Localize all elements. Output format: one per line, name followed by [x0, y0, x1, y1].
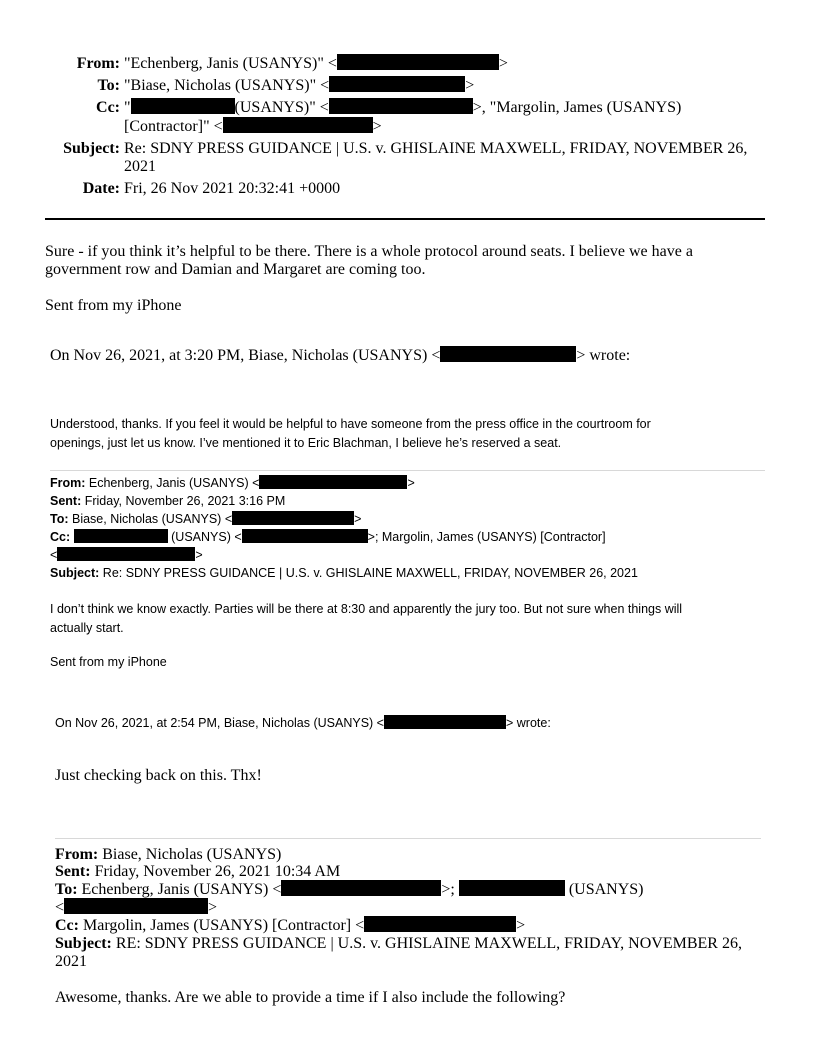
quote-attribution: On Nov 26, 2021, at 3:20 PM, Biase, Nicholas (USANYS) < > wrote: [50, 347, 631, 364]
quote2-attribution: On Nov 26, 2021, at 2:54 PM, Biase, Nicholas (USANYS) < > wrote: [55, 716, 551, 730]
to-label: To: [97, 77, 120, 94]
from-value: "Echenberg, Janis (USANYS)" < > [124, 55, 508, 72]
quote-line: Understood, thanks. If you feel it would be helpful to have someone from the press office in the courtroom for [50, 417, 651, 431]
msg3-from: From: Biase, Nicholas (USANYS) [55, 846, 282, 863]
msg2-signature: Sent from my iPhone [50, 655, 167, 669]
msg2-cc-cont: < > [50, 548, 203, 562]
signature: Sent from my iPhone [45, 297, 182, 314]
cc-value-cont: [Contractor]" < > [124, 118, 382, 135]
redaction-box [232, 511, 354, 525]
msg2-subject: Subject: Re: SDNY PRESS GUIDANCE | U.S. v. GHISLAINE MAXWELL, FRIDAY, NOVEMBER 26, 2021 [50, 566, 638, 580]
from-label: From: [76, 55, 120, 72]
redaction-box [459, 880, 565, 896]
redaction-box [440, 346, 576, 362]
msg3-body: Awesome, thanks. Are we able to provide a time if I also include the following? [55, 989, 566, 1006]
header-divider [45, 218, 765, 220]
msg3-cc: Cc: Margolin, James (USANYS) [Contractor] < > [55, 917, 526, 934]
cc-label: Cc: [96, 99, 120, 116]
msg2-from: From: Echenberg, Janis (USANYS) < > [50, 476, 415, 490]
redaction-box [223, 117, 373, 133]
redaction-box [57, 547, 195, 561]
redaction-box [131, 98, 235, 114]
redaction-box [337, 54, 499, 70]
redaction-box [329, 76, 465, 92]
msg2-sent: Sent: Friday, November 26, 2021 3:16 PM [50, 494, 286, 508]
redaction-box [364, 916, 516, 932]
msg3-subject: Subject: RE: SDNY PRESS GUIDANCE | U.S. v. GHISLAINE MAXWELL, FRIDAY, NOVEMBER 26, [55, 935, 742, 952]
msg2-body-line: actually start. [50, 621, 124, 635]
msg2-body-line: I don’t think we know exactly. Parties will be there at 8:30 and apparently the jury too. But not sure when things will [50, 602, 683, 616]
msg3-sent: Sent: Friday, November 26, 2021 10:34 AM [55, 863, 341, 880]
subject-value-cont: 2021 [124, 158, 156, 175]
message-divider [50, 470, 765, 471]
body-line: Sure - if you think it’s helpful to be there. There is a whole protocol around seats. I believe we have a [45, 243, 693, 260]
msg2-cc: Cc: (USANYS) < >; Margolin, James (USANYS) [Contractor] [50, 530, 606, 544]
msg3-to: To: Echenberg, Janis (USANYS) < >; (USANYS) [55, 881, 644, 898]
redaction-box [329, 98, 473, 114]
subject-value: Re: SDNY PRESS GUIDANCE | U.S. v. GHISLAINE MAXWELL, FRIDAY, NOVEMBER 26, [124, 140, 748, 157]
redaction-box [259, 475, 407, 489]
to-value: "Biase, Nicholas (USANYS)" < > [124, 77, 475, 94]
cc-value: " (USANYS)" < >, "Margolin, James (USANYS) [124, 99, 682, 116]
redaction-box [281, 880, 441, 896]
redaction-box [242, 529, 368, 543]
msg3-subject-cont: 2021 [55, 953, 87, 970]
msg2-to: To: Biase, Nicholas (USANYS) < > [50, 512, 362, 526]
body-line: government row and Damian and Margaret are coming too. [45, 261, 426, 278]
subject-label: Subject: [63, 140, 120, 157]
quote-line: openings, just let us know. I’ve mentioned it to Eric Blachman, I believe he’s reserved a seat. [50, 436, 562, 450]
date-value: Fri, 26 Nov 2021 20:32:41 +0000 [124, 180, 341, 197]
msg3-to-cont: < > [55, 899, 218, 916]
date-label: Date: [82, 180, 120, 197]
redaction-box [74, 529, 168, 543]
from-text: "Echenberg, Janis (USANYS)" < [124, 55, 337, 72]
redaction-box [64, 898, 208, 914]
quote2-text: Just checking back on this. Thx! [55, 767, 262, 784]
redaction-box [384, 715, 506, 729]
to-text: "Biase, Nicholas (USANYS)" < [124, 77, 330, 94]
message-divider [55, 838, 761, 839]
